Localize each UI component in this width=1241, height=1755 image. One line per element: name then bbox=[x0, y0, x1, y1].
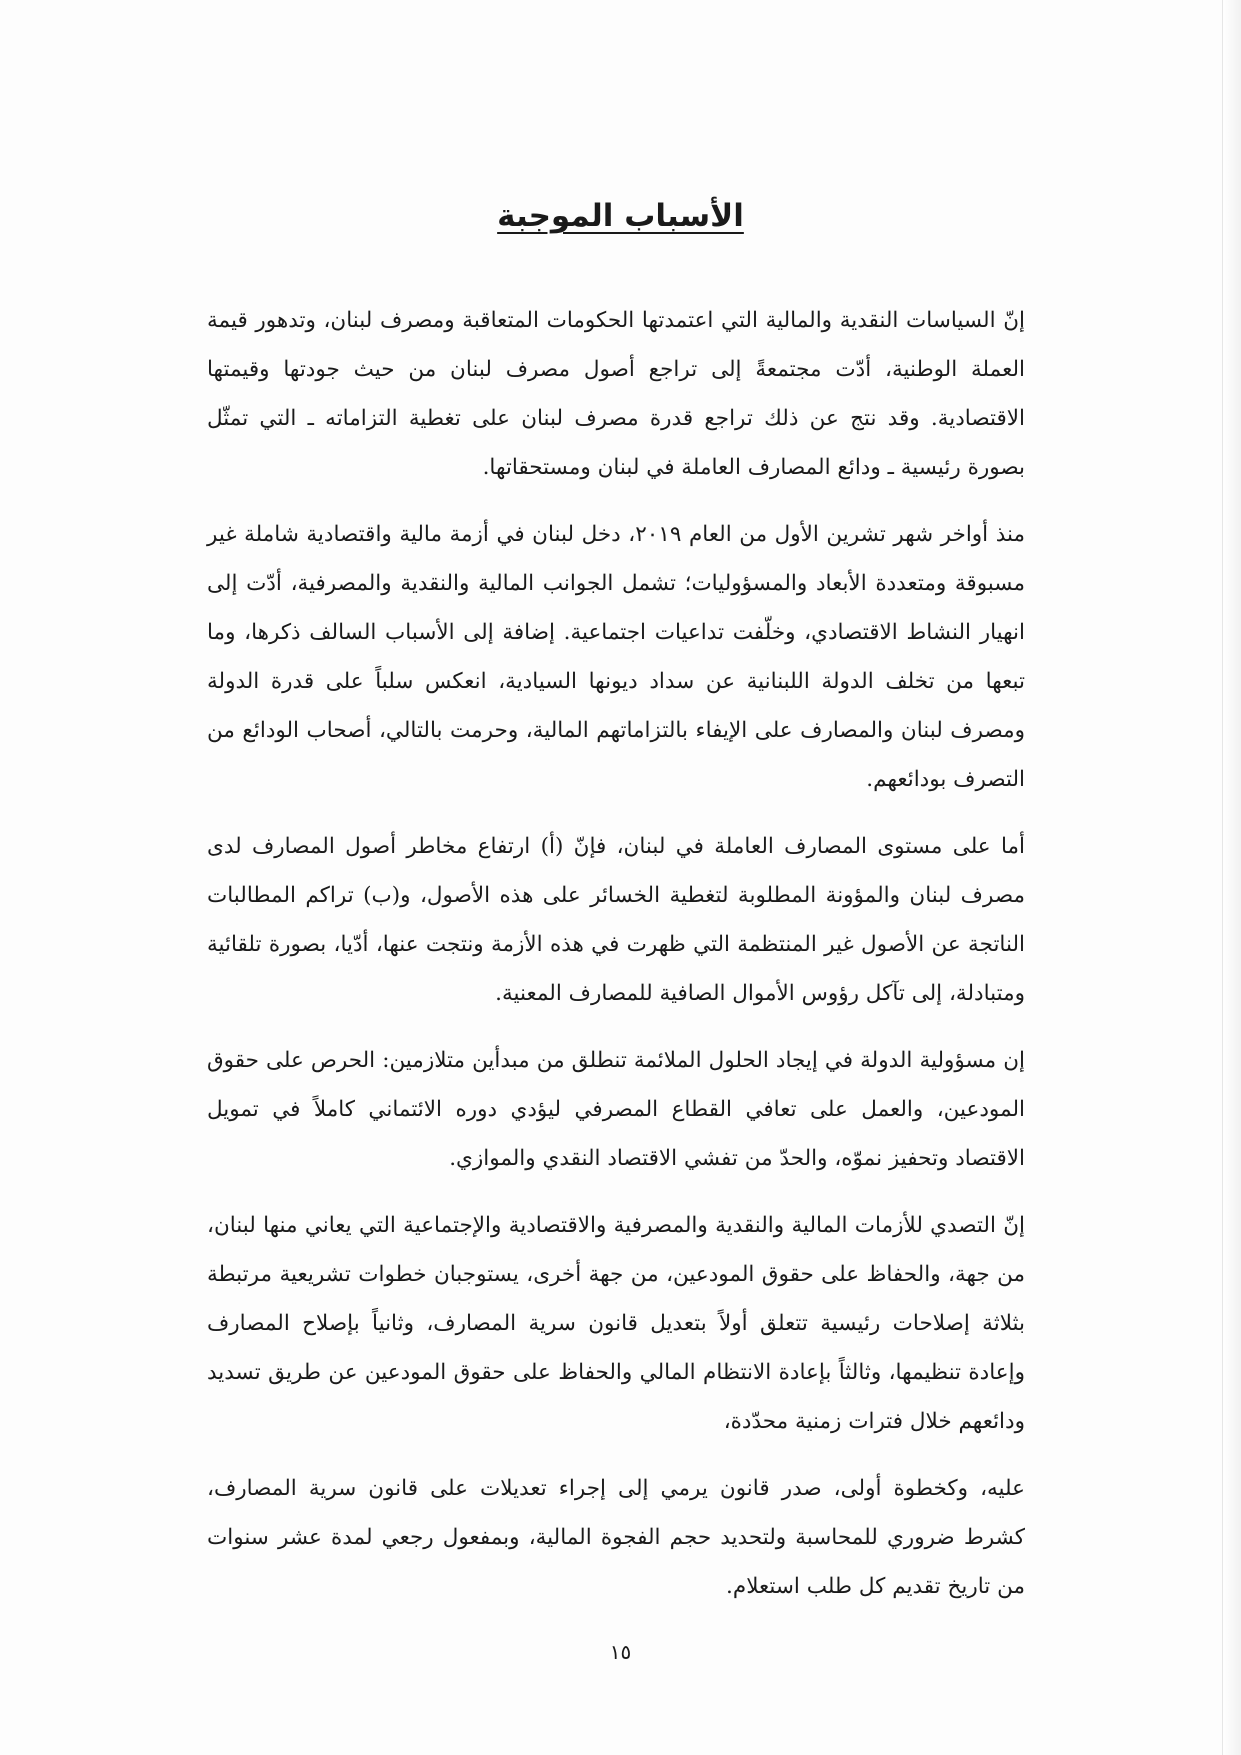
page-title bbox=[0, 196, 1241, 236]
body-text bbox=[207, 296, 1025, 1629]
page-number: ١٥ bbox=[609, 1640, 632, 1664]
scan-edge bbox=[1222, 0, 1241, 1755]
paragraph-5: إنّ التصدي للأزمات المالية والنقدية والمصرفية والاقتصادية والإجتماعية التي يعاني منها لبنان، من جهة، والحفاظ على حقوق المودعين، من جهة أخرى، يستوجبان خطوات تشريعية مرتبطة بثلاثة إصلاحات رئيسية تتعلق أولاً بتعديل قانون سرية المصارف، وثانياً بإصلاح المصارف وإعادة تنظيمها، وثالثاً بإعادة الانتظام المالي والحفاظ على حقوق المودعين عن طريق تسديد ودائعهم خلال فترات زمنية محدّدة، bbox=[207, 1213, 1025, 1434]
paragraph-1: إنّ السياسات النقدية والمالية التي اعتمدتها الحكومات المتعاقبة ومصرف لبنان، وتدهور قيمة العملة الوطنية، أدّت مجتمعةً إلى تراجع أصول مصرف لبنان من حيث جودتها وقيمتها الاقتصادية. وقد نتج عن ذلك تراجع قدرة مصرف لبنان على تغطية التزاماته ـ التي تمثّل بصورة رئيسية ـ ودائع المصارف العاملة في لبنان ومستحقاتها. bbox=[207, 308, 1025, 480]
page-title-text: الأسباب الموجبة bbox=[497, 198, 744, 234]
paragraph-6: عليه، وكخطوة أولى، صدر قانون يرمي إلى إجراء تعديلات على قانون سرية المصارف، كشرط ضروري للمحاسبة ولتحديد حجم الفجوة المالية، وبمفعول رجعي لمدة عشر سنوات من تاريخ تقديم كل طلب استعلام. bbox=[207, 1476, 1025, 1599]
paragraph-4: إن مسؤولية الدولة في إيجاد الحلول الملائمة تنطلق من مبدأين متلازمين: الحرص على حقوق المودعين، والعمل على تعافي القطاع المصرفي ليؤدي دوره الائتماني كاملاً في تمويل الاقتصاد وتحفيز نموّه، والحدّ من تفشي الاقتصاد النقدي والموازي. bbox=[207, 1048, 1025, 1171]
paragraph-3: أما على مستوى المصارف العاملة في لبنان، فإنّ (أ) ارتفاع مخاطر أصول المصارف لدى مصرف لبنان والمؤونة المطلوبة لتغطية الخسائر على هذه الأصول، و(ب) تراكم المطالبات الناتجة عن الأصول غير المنتظمة التي ظهرت في هذه الأزمة ونتجت عنها، أدّيا، بصورة تلقائية ومتبادلة، إلى تآكل رؤوس الأموال الصافية للمصارف المعنية. bbox=[207, 834, 1025, 1006]
paragraph-2: منذ أواخر شهر تشرين الأول من العام ٢٠١٩، دخل لبنان في أزمة مالية واقتصادية شاملة غير مسبوقة ومتعددة الأبعاد والمسؤوليات؛ تشمل الجوانب المالية والنقدية والمصرفية، أدّت إلى انهيار النشاط الاقتصادي، وخلّفت تداعيات اجتماعية. إضافة إلى الأسباب السالف ذكرها، وما تبعها من تخلف الدولة اللبنانية عن سداد ديونها السيادية، انعكس سلباً على قدرة الدولة ومصرف لبنان والمصارف على الإيفاء بالتزاماتهم المالية، وحرمت بالتالي، أصحاب الودائع من التصرف بودائعهم. bbox=[207, 522, 1025, 792]
